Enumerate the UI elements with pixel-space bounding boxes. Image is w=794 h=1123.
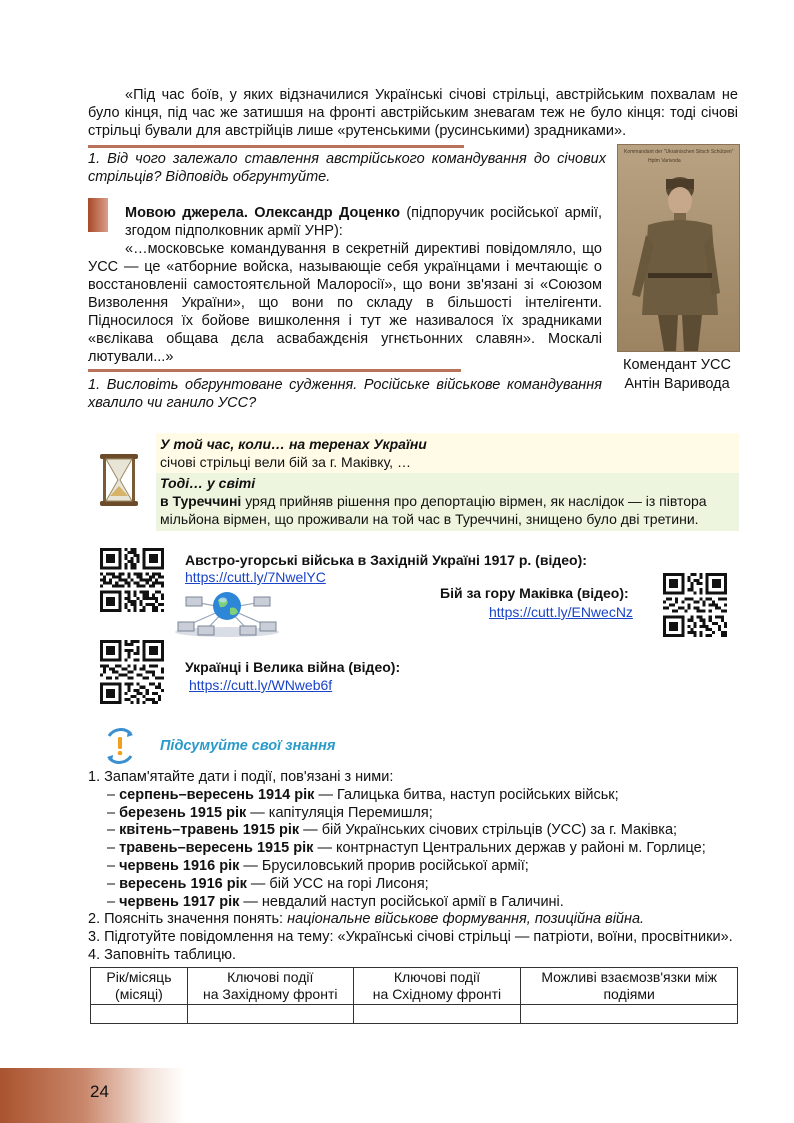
table-header-cell: Ключові події на Західному фронті <box>187 968 353 1005</box>
qr-code-video-2 <box>663 573 727 637</box>
globe-network-icon <box>172 586 282 638</box>
source-block <box>88 204 602 366</box>
table-cell[interactable] <box>521 1005 738 1024</box>
date-item: – квітень–травень 1915 рік — бій Українських січових стрільців (УСС) за г. Маківка; <box>107 822 678 839</box>
table-header-cell: Можливі взаємозв'язки між подіями <box>521 968 738 1005</box>
photo-header: Kommandant der "Ukrainischen Sitsch Schützen" <box>624 149 734 155</box>
timebox-lead-world: в Туреччині <box>160 493 242 509</box>
date-item: – травень–вересень 1915 рік — контрнаступ Центральних держав у районі м. Горлице; <box>107 840 706 857</box>
summary-item-4: 4. Заповніть таблицю. <box>88 946 236 963</box>
summary-heading: Підсумуйте свої знання <box>160 738 336 754</box>
source-text: «…московське командування в секретній директиві повідомляло, що УСС — це «атборние войска, называющіе себя українцами і мечтающіє о восстановленіі самостоятєльной Малоросії», що вони зв'язані зі «Союзом Визволення України», що вони по складу в більшості інтелігенти. Підносилося їх бойове вишколення і тут же називалося їх зрадниками «вєлікава общава дєла асвабаждєнія угнєтьонних славян». Москалі лютували...» <box>88 241 602 365</box>
page-number: 24 <box>90 1082 109 1101</box>
video-2-title: Бій за гору Маківка (відео): <box>440 585 629 601</box>
qr-code-video-1 <box>100 548 164 612</box>
photo-name-small: Hptm Varivoda <box>648 158 681 164</box>
qr-code-video-3 <box>100 640 164 704</box>
video-2-link[interactable]: https://cutt.ly/ENwecNz <box>489 604 633 620</box>
officer-figure <box>618 145 739 351</box>
date-item: – вересень 1916 рік — бій УСС на горі Лисоня; <box>107 875 429 892</box>
question-1: 1. Від чого залежало ставлення австрійського командування до січових стрільців? Відповідь обгрунтуйте. <box>88 151 606 185</box>
commander-photo <box>617 144 740 352</box>
date-item: – червень 1917 рік — невдалий наступ російської армії в Галичині. <box>107 893 564 910</box>
summary-exclamation-icon <box>103 728 137 764</box>
video-3-link[interactable]: https://cutt.ly/WNweb6f <box>189 677 333 693</box>
opening-quote: «Під час боїв, у яких відзначилися Українські січові стрільці, австрійським похвалам не було кінця, під час же затишшя на фронті австрійським зневагам теж не було кінця: тоді січові стрільці бували для австрійців лише «рутенськими (русинськими) зрадниками». <box>88 87 738 139</box>
date-item: – серпень–вересень 1914 рік — Галицька битва, наступ російських військ; <box>107 786 619 803</box>
source-lead: Мовою джерела. Олександр Доценко <box>125 205 400 221</box>
events-table <box>90 967 738 1024</box>
date-item: – березень 1915 рік — капітуляція Перемишля; <box>107 804 433 821</box>
divider-rule <box>88 145 464 148</box>
source-author-desc: (підпоручик російської армії, згодом підполковник армії УНР): <box>125 205 603 239</box>
video-1-link[interactable]: https://cutt.ly/7NwelYC <box>185 569 326 585</box>
video-3-title: Українці і Велика війна (відео): <box>185 659 401 675</box>
table-cell[interactable] <box>353 1005 521 1024</box>
timebox-text-world: уряд прийняв рішення про депортацію вірмен, як наслідок — із півтора мільйона вірмен, що проживали на той час в Туреччині, знищено було дві третини. <box>160 493 707 527</box>
timebox-title-ukraine: У той час, коли… на теренах України <box>160 436 427 452</box>
hourglass-icon <box>96 452 142 508</box>
question-2: 1. Висловіть обгрунтоване судження. Російське військове командування хвалило чи ганило УСС? <box>88 377 602 411</box>
date-item: – червень 1916 рік — Брусиловський прорив російської армії; <box>107 857 529 874</box>
table-header-cell: Рік/місяць (місяці) <box>91 968 188 1005</box>
table-row <box>91 1005 738 1024</box>
table-cell[interactable] <box>91 1005 188 1024</box>
table-cell[interactable] <box>187 1005 353 1024</box>
timebox-title-world: Тоді… у світі <box>160 475 256 491</box>
summary-item-2: 2. Поясніть значення понять: національне військове формування, позиційна війна. <box>88 911 645 928</box>
table-header-row <box>91 968 738 1005</box>
summary-item-1: 1. Запам'ятайте дати і події, пов'язані з ними: <box>88 769 394 785</box>
summary-item-3: 3. Підготуйте повідомлення на тему: «Українські січові стрільці — патріоти, воїни, просвітники». <box>88 929 733 946</box>
photo-caption <box>612 356 742 394</box>
video-1-title: Австро-угорські війська в Західній Україні 1917 р. (відео): <box>185 552 587 568</box>
timebox-text-ukraine: січові стрільці вели бій за г. Маківку, … <box>160 454 411 470</box>
timebox-content <box>160 435 735 528</box>
summary-list <box>88 769 748 965</box>
divider-rule <box>88 369 461 372</box>
table-header-cell: Ключові події на Східному фронті <box>353 968 521 1005</box>
caption-line-2: Антін Варивода <box>624 376 730 392</box>
caption-line-1: Комендант УСС <box>623 357 731 373</box>
